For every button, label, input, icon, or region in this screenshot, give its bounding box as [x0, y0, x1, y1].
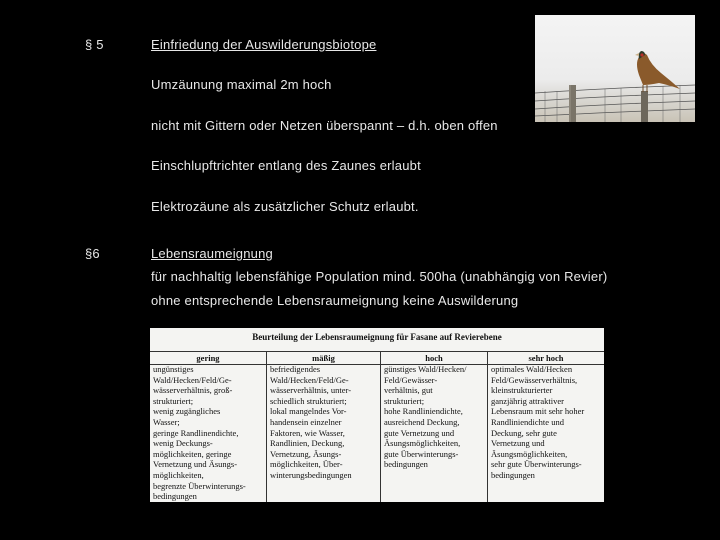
- cell-sehr-hoch: optimales Wald/Hecken Feld/Gewässerverhältnis, kleinstrukturierter ganzjährig attraktiver Lebensraum mit sehr hoher Randliniendichte und Deckung, sehr gute Vernetzung und Äsungsmöglichkeiten, sehr gute Überwinterungs- bedingungen: [491, 364, 585, 480]
- habitat-assessment-table: [150, 328, 604, 502]
- section-5-line-1: Umzäunung maximal 2m hoch: [151, 77, 332, 92]
- column-divider: [487, 351, 488, 502]
- section-6-line-2: ohne entsprechende Lebensraumeignung keine Auswilderung: [151, 293, 519, 308]
- cell-gering: ungünstiges Wald/Hecken/Feld/Ge- wässerverhältnis, groß- strukturiert; wenig zugängliches Wasser; geringe Randlinendichte, wenig Deckungs- möglichkeiten, geringe Vernetzung und Äsungs- möglichkeiten, begrenzte Überwinterungs- bedingungen: [153, 364, 246, 502]
- section-5-line-2: nicht mit Gittern oder Netzen überspannt – d.h. oben offen: [151, 118, 498, 133]
- table-title: Beurteilung der Lebensraumeignung für Fasane auf Revierebene: [252, 332, 502, 342]
- section-6-line-1: für nachhaltig lebensfähige Population mind. 500ha (unabhängig von Revier): [151, 269, 608, 284]
- section-6-number: §6: [85, 246, 100, 261]
- cell-maessig: befriedigendes Wald/Hecken/Feld/Ge- wässerverhältnis, unter- schiedlich strukturiert; lokal mangelndes Vor- handensein einzelner Faktoren, wie Wasser, Randlinien, Deckung, Vernetzung, Äsungs- möglichkeiten, Über- winterungsbedingungen: [270, 364, 352, 480]
- section-5-heading: Einfriedung der Auswilderungsbiotope: [151, 37, 377, 52]
- header-gering: gering: [196, 353, 220, 363]
- header-maessig: mäßig: [312, 353, 335, 363]
- pheasant-on-fence-photo: [535, 15, 695, 122]
- section-5-number: § 5: [85, 37, 104, 52]
- column-divider: [266, 351, 267, 502]
- header-sehr-hoch: sehr hoch: [528, 353, 564, 363]
- header-hoch: hoch: [425, 353, 443, 363]
- cell-hoch: günstiges Wald/Hecken/ Feld/Gewässer- verhältnis, gut strukturiert; hohe Randliniendichte, ausreichend Deckung, gute Vernetzung und Äsungsmöglichkeiten, gute Überwinterungs- bedingungen: [384, 364, 467, 470]
- section-5-line-3: Einschlupftrichter entlang des Zaunes erlaubt: [151, 158, 421, 173]
- section-6-heading: Lebensraumeignung: [151, 246, 273, 261]
- pheasant-illustration: [535, 15, 695, 122]
- section-5-line-4: Elektrozäune als zusätzlicher Schutz erlaubt.: [151, 199, 419, 214]
- table-header-row: [150, 351, 604, 365]
- column-divider: [380, 351, 381, 502]
